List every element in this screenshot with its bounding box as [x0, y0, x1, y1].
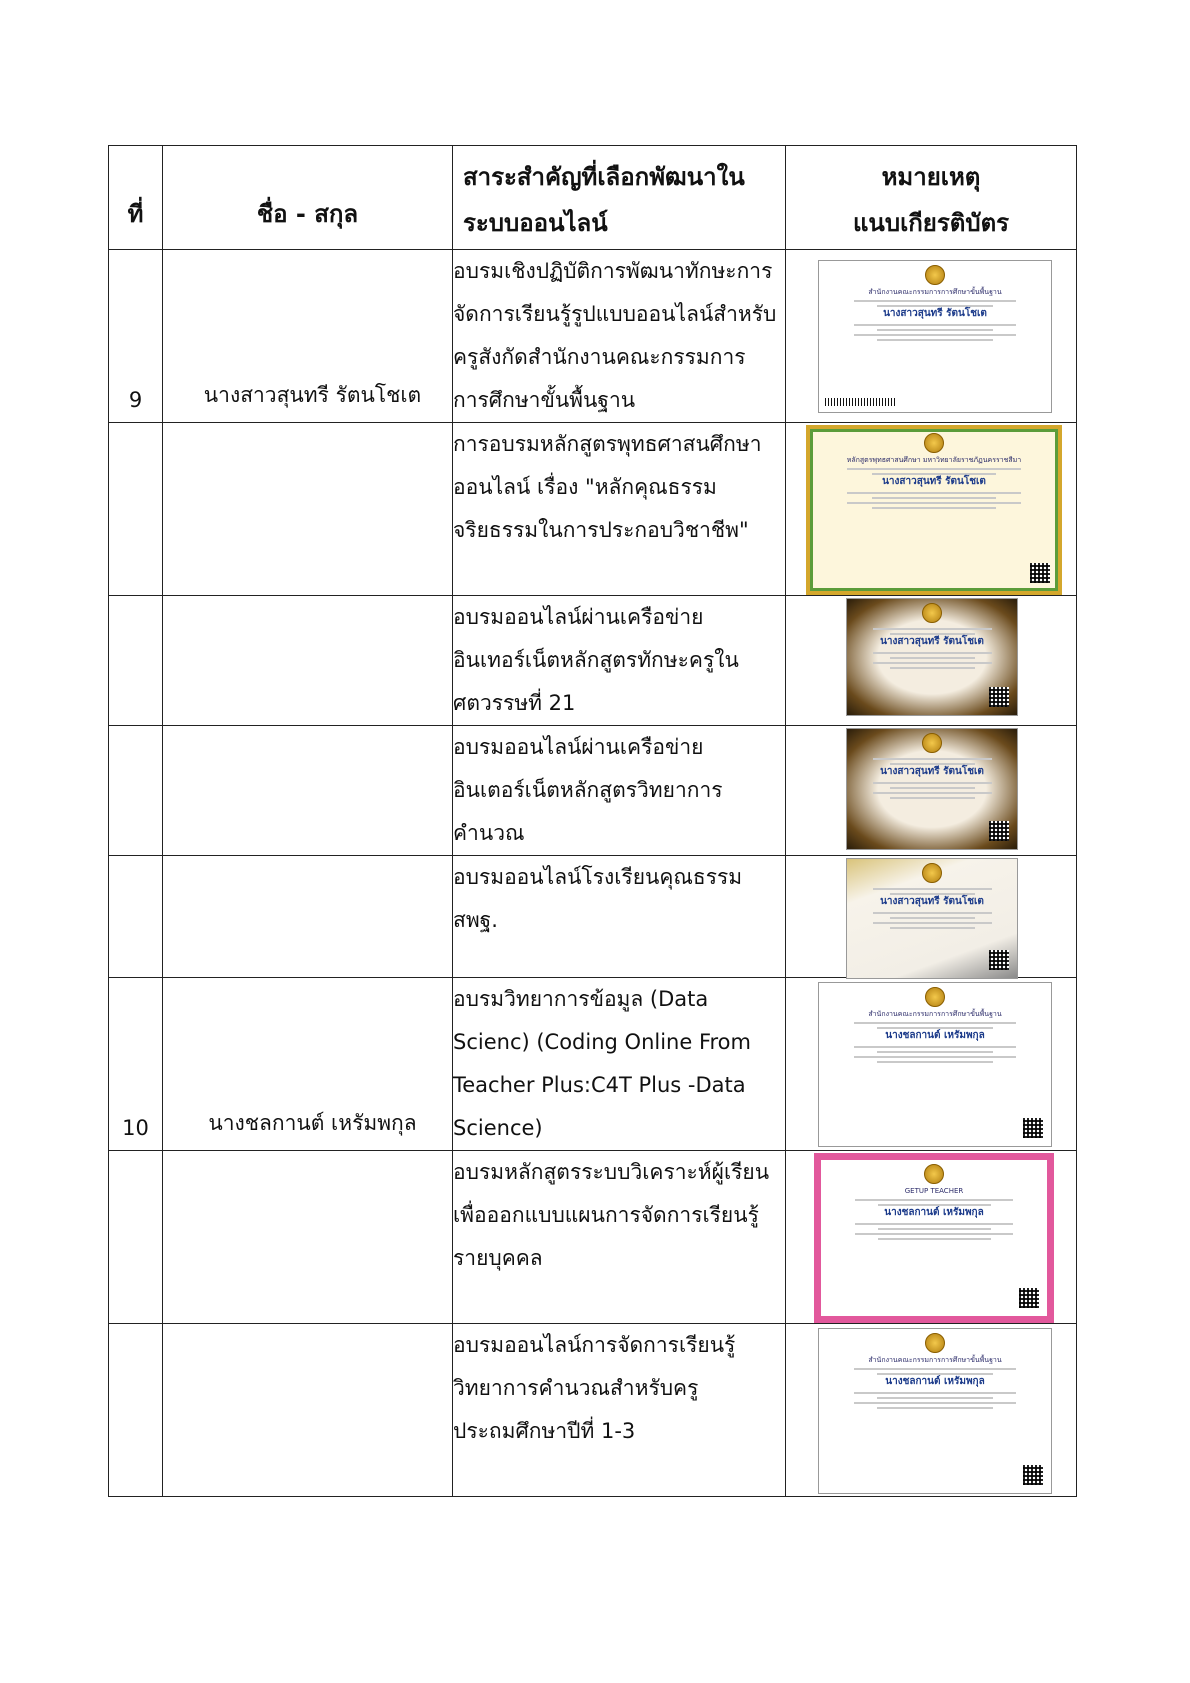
- certificate-cell: [786, 596, 1077, 726]
- certificate-person: นางสาวสุนทรี รัตนโชเต: [880, 896, 984, 907]
- certificate-image: [818, 260, 1052, 413]
- text-line-decoration: [854, 1392, 1016, 1394]
- text-line-decoration: [872, 473, 996, 475]
- text-line-decoration: [854, 1402, 1016, 1404]
- topic-line: อบรมออนไลน์ผ่านเครือข่าย: [453, 735, 704, 759]
- text-line-decoration: [890, 917, 975, 919]
- table-row: [109, 423, 1077, 596]
- certificate-org: GETUP TEACHER: [904, 1187, 964, 1195]
- table-row: [109, 1324, 1077, 1497]
- topic-line: จัดการเรียนรู้รูปแบบออนไลน์สำหรับ: [453, 302, 777, 326]
- person-name: นางสาวสุนทรี รัตนโชเต: [203, 383, 422, 407]
- topic-cell: [453, 978, 786, 1151]
- certificate-cell: [786, 978, 1077, 1151]
- row-number-cell: [109, 726, 163, 856]
- certificate-image: [814, 1153, 1054, 1323]
- text-line-decoration: [877, 1051, 993, 1053]
- certificate-org: หลักสูตรพุทธศาสนศึกษา มหาวิทยาลัยราชภัฏนครราชสีมา: [846, 456, 1022, 464]
- topic-line: วิทยาการคำนวณสำหรับครู: [453, 1376, 699, 1400]
- qr-code-icon: [989, 950, 1009, 970]
- emblem-icon: [924, 1164, 944, 1184]
- header-no: ที่: [109, 146, 163, 250]
- emblem-icon: [925, 987, 945, 1007]
- certificate-person: นางสาวสุนทรี รัตนโชเต: [883, 308, 987, 319]
- emblem-icon: [925, 265, 945, 285]
- certificate-cell: [786, 250, 1077, 423]
- training-table: [108, 145, 1077, 1497]
- text-line-decoration: [877, 1407, 993, 1409]
- table-row: [109, 1151, 1077, 1324]
- certificate-cell: [786, 856, 1077, 978]
- topic-line: ศตวรรษที่ 21: [453, 691, 576, 715]
- text-line-decoration: [855, 1223, 1013, 1225]
- qr-code-icon: [1030, 563, 1050, 583]
- qr-code-icon: [1023, 1465, 1043, 1485]
- row-number: 9: [128, 388, 143, 412]
- topic-line: รายบุคคล: [453, 1246, 543, 1270]
- topic-line: Scienc) (Coding Online From: [453, 1030, 751, 1054]
- qr-code-icon: [989, 687, 1009, 707]
- text-line-decoration: [854, 1056, 1016, 1058]
- text-line-decoration: [877, 1373, 993, 1375]
- barcode-icon: [825, 398, 895, 406]
- person-name-cell: [163, 250, 453, 423]
- emblem-icon: [924, 433, 944, 453]
- certificate-org: สำนักงานคณะกรรมการการศึกษาขั้นพื้นฐาน: [868, 1356, 1002, 1364]
- text-line-decoration: [873, 888, 992, 890]
- topic-cell: [453, 1324, 786, 1497]
- table-row: [109, 250, 1077, 423]
- text-line-decoration: [890, 667, 975, 669]
- certificate-person: นางสาวสุนทรี รัตนโชเต: [880, 766, 984, 777]
- header-topic: สาระสำคัญที่เลือกพัฒนาใน ระบบออนไลน์: [453, 146, 786, 250]
- certificate-image: [846, 728, 1018, 850]
- text-line-decoration: [877, 305, 993, 307]
- certificate-org: สำนักงานคณะกรรมการการศึกษาขั้นพื้นฐาน: [868, 288, 1002, 296]
- text-line-decoration: [877, 1027, 993, 1029]
- topic-line: อบรมวิทยาการข้อมูล (Data: [453, 987, 709, 1011]
- certificate-person: นางชลกานต์ เหรัมพกุล: [885, 1030, 985, 1041]
- topic-line: อบรมออนไลน์การจัดการเรียนรู้: [453, 1333, 736, 1357]
- header-row: [109, 146, 1077, 250]
- topic-cell: [453, 250, 786, 423]
- text-line-decoration: [873, 912, 992, 914]
- text-line-decoration: [854, 1022, 1016, 1024]
- certificate-cell: [786, 423, 1077, 596]
- row-number-cell: [109, 596, 163, 726]
- topic-line: การศึกษาขั้นพื้นฐาน: [453, 388, 636, 412]
- person-name-cell: [163, 726, 453, 856]
- text-line-decoration: [890, 657, 975, 659]
- text-line-decoration: [877, 339, 993, 341]
- topic-line: อบรมเชิงปฏิบัติการพัฒนาทักษะการ: [453, 259, 773, 283]
- text-line-decoration: [878, 1238, 991, 1240]
- person-name: นางชลกานต์ เหรัมพกุล: [208, 1111, 417, 1135]
- topic-line: อินเตอร์เน็ตหลักสูตรวิทยาการ: [453, 778, 723, 802]
- topic-cell: [453, 726, 786, 856]
- certificate-org: สำนักงานคณะกรรมการการศึกษาขั้นพื้นฐาน: [868, 1010, 1002, 1018]
- topic-cell: [453, 856, 786, 978]
- text-line-decoration: [854, 1368, 1016, 1370]
- text-line-decoration: [877, 329, 993, 331]
- text-line-decoration: [890, 797, 975, 799]
- qr-code-icon: [989, 821, 1009, 841]
- text-line-decoration: [890, 893, 975, 895]
- topic-line: อบรมออนไลน์โรงเรียนคุณธรรม: [453, 865, 743, 889]
- header-note: หมายเหตุ แนบเกียรติบัตร: [786, 146, 1077, 250]
- certificate-cell: [786, 726, 1077, 856]
- person-name-cell: [163, 978, 453, 1151]
- text-line-decoration: [878, 1204, 991, 1206]
- certificate-image: [846, 598, 1018, 716]
- topic-cell: [453, 596, 786, 726]
- text-line-decoration: [855, 1233, 1013, 1235]
- person-name-cell: [163, 423, 453, 596]
- topic-line: ประถมศึกษาปีที่ 1-3: [453, 1419, 636, 1443]
- person-name-cell: [163, 1151, 453, 1324]
- row-number-cell: [109, 856, 163, 978]
- text-line-decoration: [873, 922, 992, 924]
- text-line-decoration: [873, 662, 992, 664]
- text-line-decoration: [873, 628, 992, 630]
- emblem-icon: [922, 863, 942, 883]
- table-row: [109, 596, 1077, 726]
- topic-line: สพฐ.: [453, 908, 498, 932]
- certificate-image: [818, 1328, 1052, 1494]
- text-line-decoration: [854, 324, 1016, 326]
- table-row: [109, 726, 1077, 856]
- text-line-decoration: [854, 1046, 1016, 1048]
- text-line-decoration: [890, 633, 975, 635]
- text-line-decoration: [847, 468, 1021, 470]
- text-line-decoration: [873, 652, 992, 654]
- certificate-image: [818, 982, 1052, 1147]
- topic-line: Science): [453, 1116, 543, 1140]
- row-number-cell: [109, 1151, 163, 1324]
- topic-line: การอบรมหลักสูตรพุทธศาสนศึกษา: [453, 432, 762, 456]
- text-line-decoration: [854, 300, 1016, 302]
- row-number: 10: [122, 1116, 149, 1140]
- text-line-decoration: [890, 927, 975, 929]
- row-number-cell: [109, 978, 163, 1151]
- certificate-image: [846, 858, 1018, 979]
- topic-line: ครูสังกัดสำนักงานคณะกรรมการ: [453, 345, 746, 369]
- person-name-cell: [163, 1324, 453, 1497]
- topic-line: Teacher Plus:C4T Plus -Data: [453, 1073, 746, 1097]
- topic-line: จริยธรรมในการประกอบวิชาชีพ": [453, 518, 749, 542]
- emblem-icon: [922, 603, 942, 623]
- table-row: [109, 978, 1077, 1151]
- text-line-decoration: [878, 1228, 991, 1230]
- emblem-icon: [925, 1333, 945, 1353]
- text-line-decoration: [847, 492, 1021, 494]
- text-line-decoration: [854, 334, 1016, 336]
- topic-cell: [453, 423, 786, 596]
- qr-code-icon: [1019, 1288, 1039, 1308]
- qr-code-icon: [1023, 1118, 1043, 1138]
- text-line-decoration: [872, 497, 996, 499]
- topic-line: อินเทอร์เน็ตหลักสูตรทักษะครูใน: [453, 648, 739, 672]
- certificate-cell: [786, 1151, 1077, 1324]
- text-line-decoration: [890, 763, 975, 765]
- row-number-cell: [109, 1324, 163, 1497]
- text-line-decoration: [855, 1199, 1013, 1201]
- text-line-decoration: [847, 502, 1021, 504]
- certificate-image: [806, 425, 1062, 595]
- topic-line: เพื่อออกแบบแผนการจัดการเรียนรู้: [453, 1203, 759, 1227]
- certificate-person: นางชลกานต์ เหรัมพกุล: [885, 1376, 985, 1387]
- topic-line: คำนวณ: [453, 821, 525, 845]
- certificate-cell: [786, 1324, 1077, 1497]
- text-line-decoration: [873, 792, 992, 794]
- row-number-cell: [109, 423, 163, 596]
- row-number-cell: [109, 250, 163, 423]
- header-name: ชื่อ - สกุล: [163, 146, 453, 250]
- text-line-decoration: [890, 787, 975, 789]
- certificate-person: นางชลกานต์ เหรัมพกุล: [884, 1207, 984, 1218]
- certificate-person: นางสาวสุนทรี รัตนโชเต: [880, 636, 984, 647]
- text-line-decoration: [873, 782, 992, 784]
- person-name-cell: [163, 596, 453, 726]
- table-row: [109, 856, 1077, 978]
- topic-line: อบรมออนไลน์ผ่านเครือข่าย: [453, 605, 704, 629]
- emblem-icon: [922, 733, 942, 753]
- person-name-cell: [163, 856, 453, 978]
- text-line-decoration: [877, 1061, 993, 1063]
- topic-line: ออนไลน์ เรื่อง "หลักคุณธรรม: [453, 475, 717, 499]
- text-line-decoration: [872, 507, 996, 509]
- certificate-person: นางสาวสุนทรี รัตนโชเต: [882, 476, 986, 487]
- topic-cell: [453, 1151, 786, 1324]
- text-line-decoration: [877, 1397, 993, 1399]
- topic-line: อบรมหลักสูตรระบบวิเคราะห์ผู้เรียน: [453, 1160, 770, 1184]
- text-line-decoration: [873, 758, 992, 760]
